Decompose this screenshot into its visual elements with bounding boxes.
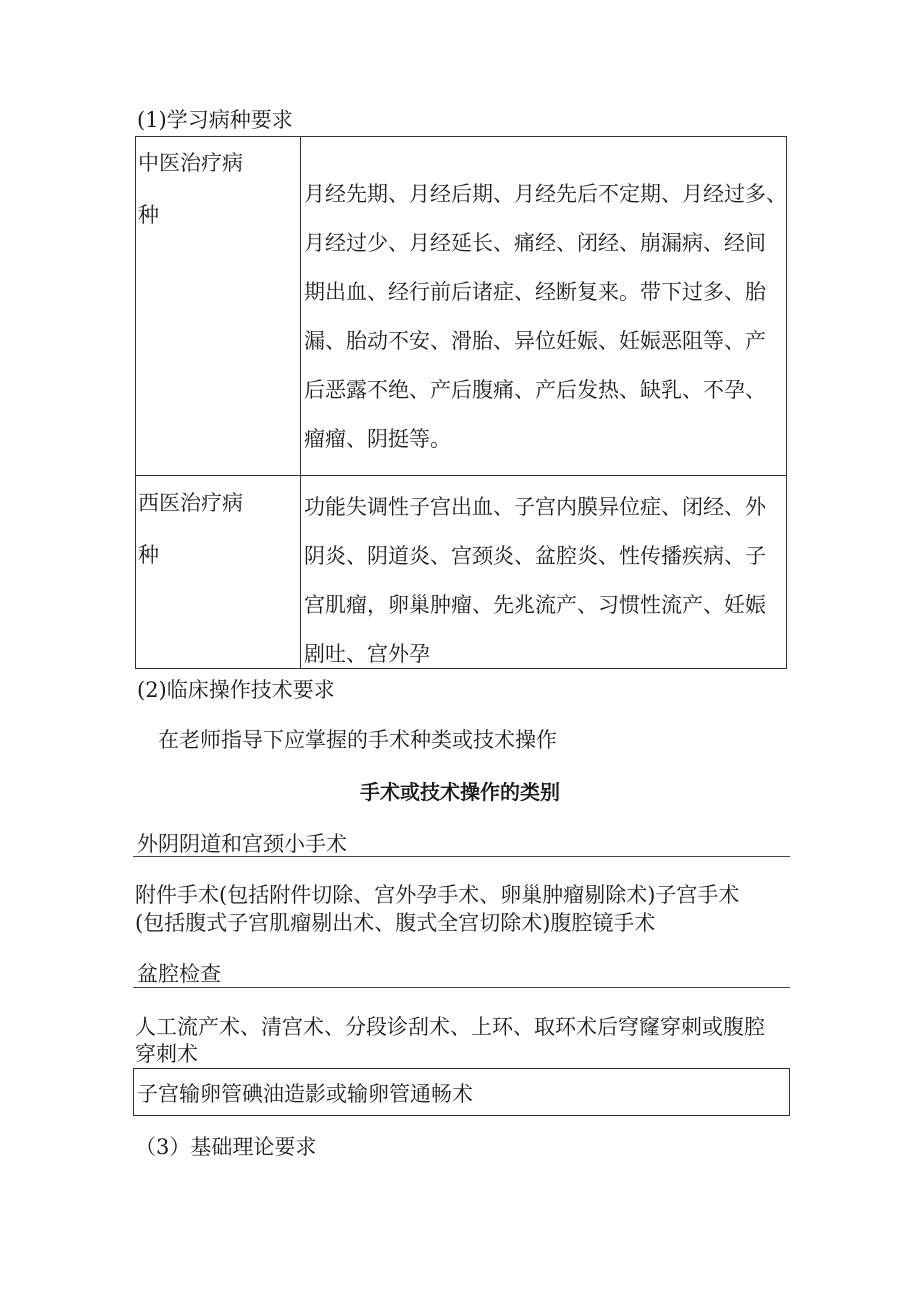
content-line: 月经先期、月经后期、月经先后不定期、月经过多、: [304, 182, 787, 206]
content-line: 阴炎、阴道炎、宫颈炎、盆腔炎、性传播疾病、子: [304, 544, 766, 568]
section-2-intro: 在老师指导下应掌握的手术种类或技术操作: [158, 728, 557, 752]
row-label-line: 种: [138, 543, 159, 567]
divider: [133, 856, 790, 857]
operation-item: 附件手术(包括附件切除、宫外孕手术、卵巢肿瘤剔除术)子宫手术: [135, 883, 740, 907]
section-2-heading: (2)临床操作技术要求: [137, 678, 335, 702]
content-line: 后恶露不绝、产后腹痛、产后发热、缺乳、不孕、: [304, 378, 766, 402]
content-line: 宫肌瘤，卵巢肿瘤、先兆流产、习惯性流产、妊娠: [304, 593, 766, 617]
operation-item: 子宫输卵管碘油造影或输卵管通畅术: [137, 1082, 473, 1106]
operation-item-continued: 穿刺术: [135, 1042, 198, 1066]
operation-item: 外阴阴道和宫颈小手术: [137, 832, 347, 856]
section-1-heading: (1)学习病种要求: [137, 108, 293, 132]
operations-title: 手术或技术操作的类别: [360, 780, 560, 804]
content-line: 剧吐、宫外孕: [304, 642, 430, 666]
disease-table: [135, 136, 787, 669]
row-label-line: 西医治疗病: [138, 491, 243, 515]
content-line: 功能失调性子宫出血、子宫内膜异位症、闭经、外: [304, 495, 766, 519]
table-row-divider: [136, 475, 786, 476]
operation-item-continued: (包括腹式子宫肌瘤剔出术、腹式全宫切除术)腹腔镜手术: [135, 911, 656, 935]
row-content-tcm: [304, 170, 788, 464]
row-content-western: [304, 483, 788, 679]
operation-item: 盆腔检查: [137, 962, 221, 986]
content-line: 月经过少、月经延长、痛经、闭经、崩漏病、经间: [304, 231, 766, 255]
row-label-tcm: [138, 137, 288, 241]
table-column-divider: [300, 137, 301, 668]
row-label-western: [138, 477, 288, 581]
row-label-line: 种: [138, 203, 159, 227]
content-line: 漏、胎动不安、滑胎、异位妊娠、妊娠恶阻等、产: [304, 329, 766, 353]
divider: [133, 987, 790, 988]
content-line: 瘤瘤、阴挺等。: [304, 427, 451, 451]
operation-item-box: [133, 1068, 790, 1116]
content-line: 期出血、经行前后诸症、经断复来。带下过多、胎: [304, 280, 766, 304]
section-3-heading: （3）基础理论要求: [135, 1135, 317, 1159]
row-label-line: 中医治疗病: [138, 151, 243, 175]
operation-item: 人工流产术、清宫术、分段诊刮术、上环、取环术后穹窿穿刺或腹腔: [135, 1015, 765, 1039]
